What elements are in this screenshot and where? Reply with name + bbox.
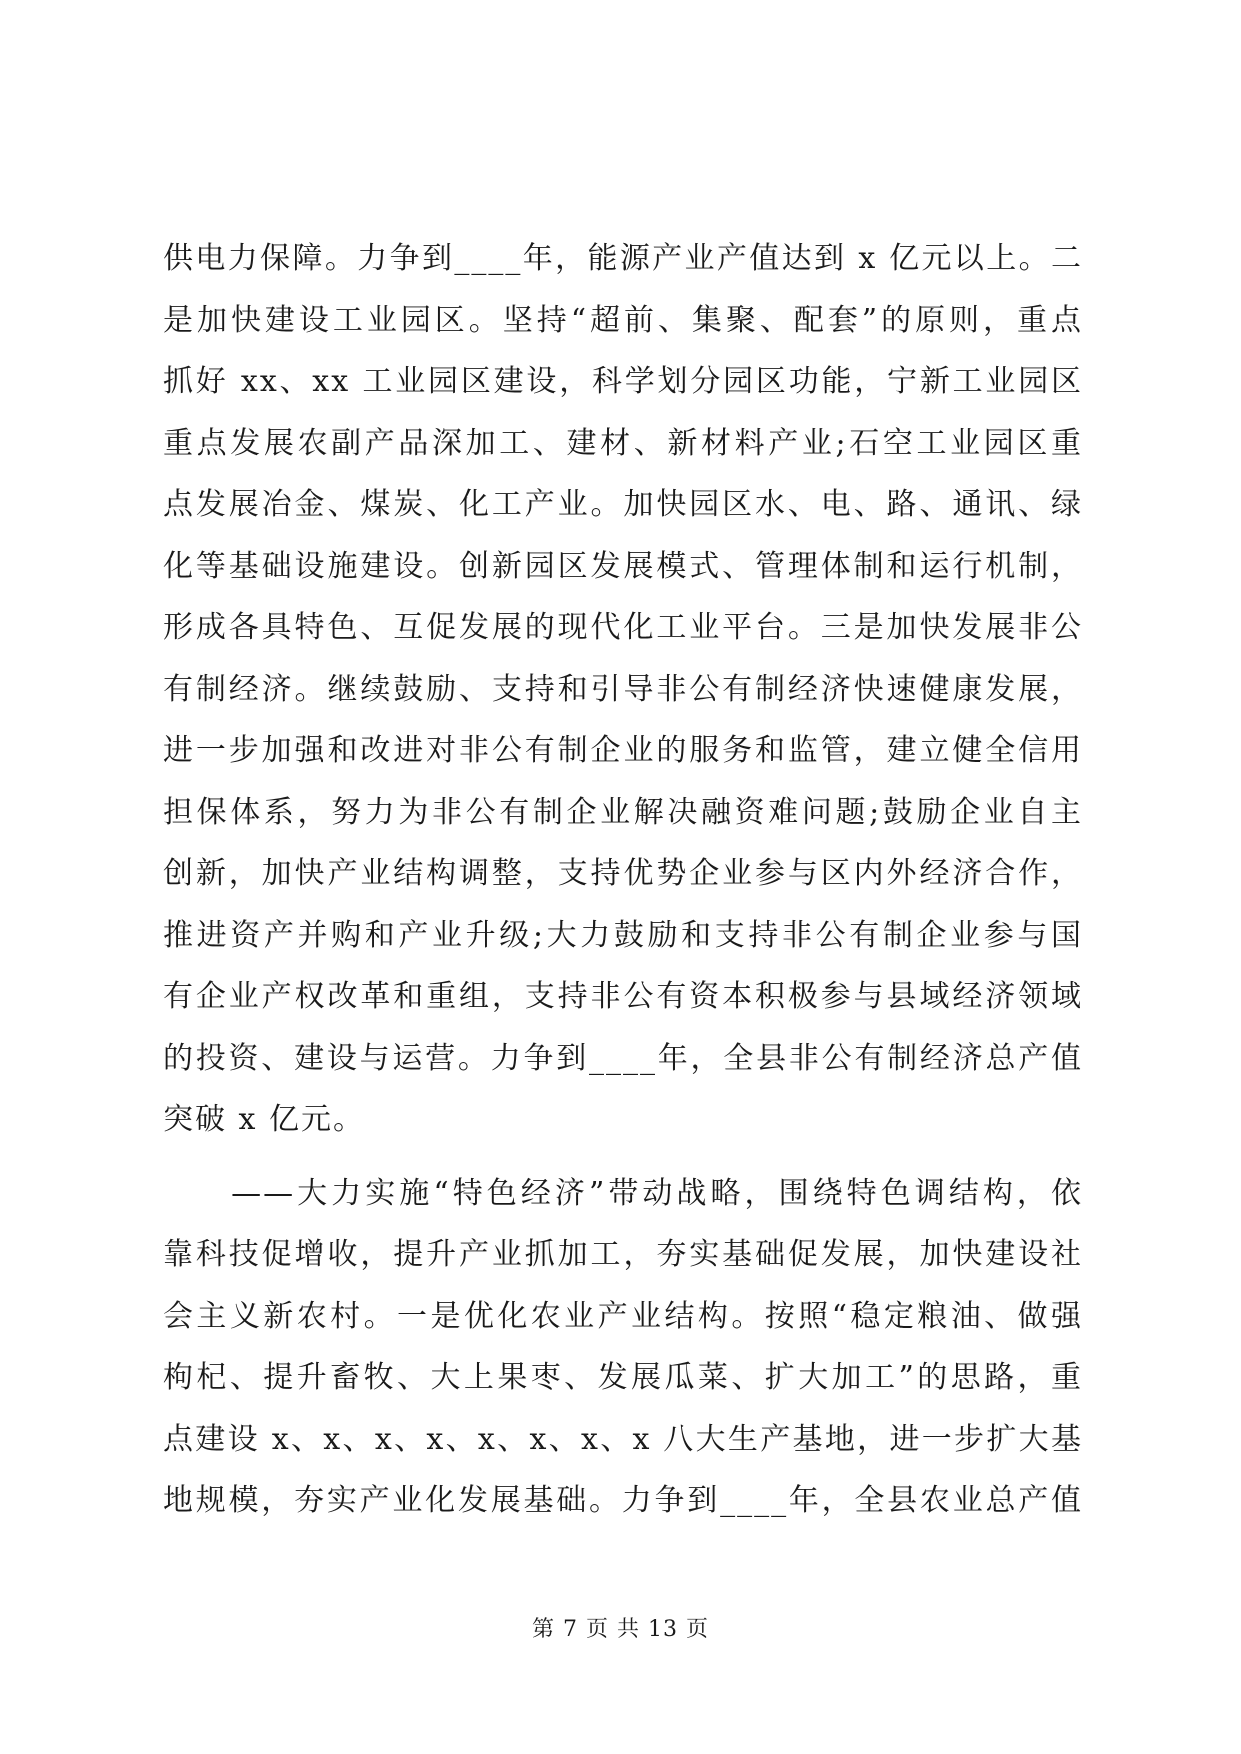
text-line: 地规模，夯实产业化发展基础。力争到____年，全县农业总产值 — [163, 1483, 1083, 1518]
text-line: 重点发展农副产品深加工、建材、新材料产业;石空工业园区重 — [163, 425, 1083, 461]
paragraph-2 — [163, 1163, 1083, 1532]
text-line: 枸杞、提升畜牧、大上果枣、发展瓜菜、扩大加工”的思路，重 — [163, 1360, 1083, 1395]
text-line: 形成各具特色、互促发展的现代化工业平台。三是加快发展非公 — [163, 610, 1083, 645]
text-line: 推进资产并购和产业升级;大力鼓励和支持非公有制企业参与国 — [163, 917, 1083, 953]
paragraph-1 — [163, 228, 1083, 1151]
text-line: 的投资、建设与运营。力争到____年，全县非公有制经济总产值 — [163, 1040, 1083, 1076]
text-line: 是加快建设工业园区。坚持“超前、集聚、配套”的原则，重点 — [163, 302, 1083, 338]
text-line: 会主义新农村。一是优化农业产业结构。按照“稳定粮油、做强 — [163, 1298, 1083, 1334]
page-number-footer: 第 7 页 共 13 页 — [532, 1617, 709, 1642]
text-line: 创新，加快产业结构调整，支持优势企业参与区内外经济合作， — [163, 856, 1083, 891]
text-line: 抓好 xx、xx 工业园区建设，科学划分园区功能，宁新工业园区 — [163, 364, 1083, 399]
text-line: 点发展冶金、煤炭、化工产业。加快园区水、电、路、通讯、绿 — [163, 487, 1083, 522]
text-line: 化等基础设施建设。创新园区发展模式、管理体制和运行机制， — [163, 548, 1083, 584]
text-line: 靠科技促增收，提升产业抓加工，夯实基础促发展，加快建设社 — [163, 1237, 1083, 1272]
body-text — [163, 228, 1083, 1532]
text-line: 担保体系，努力为非公有制企业解决融资难问题;鼓励企业自主 — [163, 794, 1083, 830]
text-line: ——大力实施“特色经济”带动战略，围绕特色调结构，依 — [163, 1175, 1083, 1211]
text-line: 有制经济。继续鼓励、支持和引导非公有制经济快速健康发展， — [163, 671, 1083, 707]
text-line: 有企业产权改革和重组，支持非公有资本积极参与县域经济领域 — [163, 979, 1083, 1014]
text-line: 进一步加强和改进对非公有制企业的服务和监管，建立健全信用 — [163, 733, 1083, 768]
text-line: 供电力保障。力争到____年，能源产业产值达到 x 亿元以上。二 — [163, 241, 1083, 276]
text-line: 点建设 x、x、x、x、x、x、x、x 八大生产基地，进一步扩大基 — [163, 1421, 1083, 1457]
text-line: 突破 x 亿元。 — [163, 1102, 365, 1137]
